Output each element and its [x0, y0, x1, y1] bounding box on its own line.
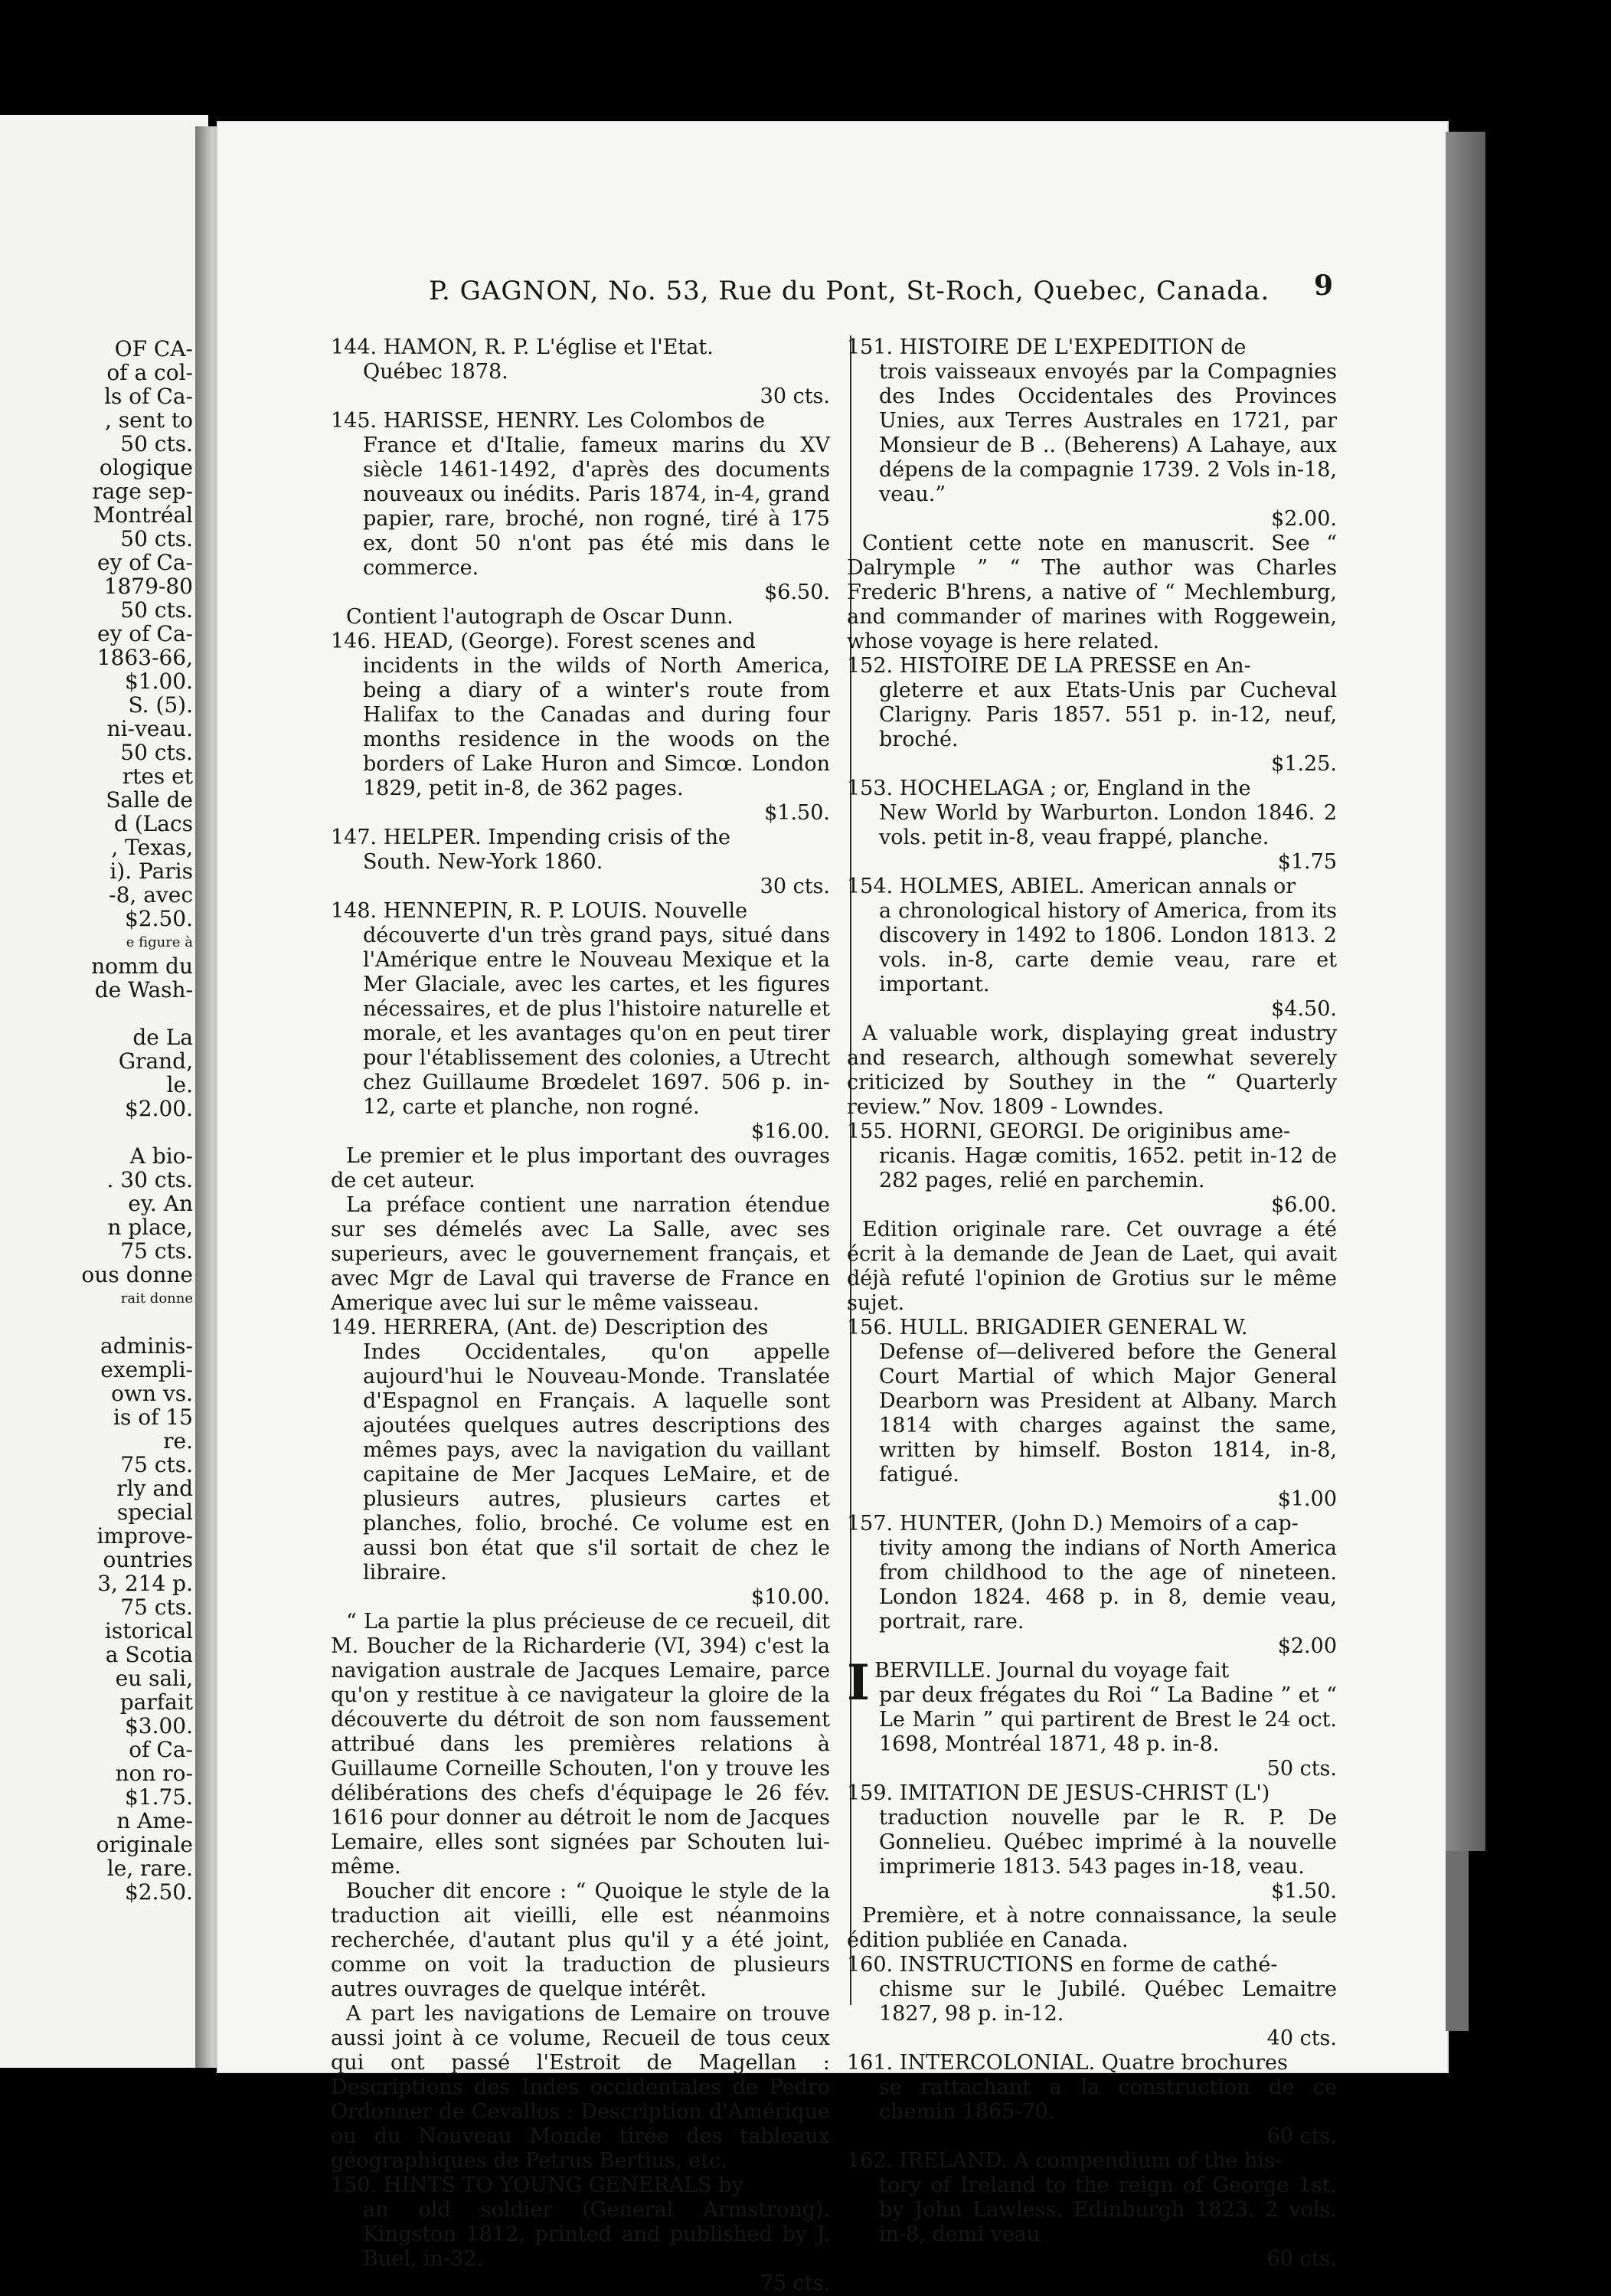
- left-fragment: 75 cts.: [120, 1595, 193, 1619]
- left-fragment: A bio-: [129, 1144, 193, 1168]
- entry-heading: 155. HORNI, GEORGI. De originibus ame-: [847, 1120, 1291, 1143]
- entry-body: Québec 1878.: [363, 360, 508, 384]
- left-fragment: [17, 1310, 193, 1334]
- left-fragment: $1.00.: [124, 669, 193, 693]
- left-fragment: rait donne: [120, 1290, 193, 1307]
- left-fragment: $1.75.: [124, 1785, 193, 1809]
- left-fragment: S. (5).: [128, 693, 193, 717]
- left-fragment: 50 cts.: [120, 432, 193, 456]
- left-fragment: [17, 1002, 193, 1025]
- entry-heading: 157. HUNTER, (John D.) Memoirs of a cap-: [847, 1512, 1299, 1536]
- entry-price: $6.00.: [1271, 1193, 1337, 1217]
- entry-heading: 146. HEAD, (George). Forest scenes and: [331, 630, 756, 653]
- page-edge-lower: [1446, 1851, 1469, 2031]
- entry-price: $1.50.: [764, 801, 830, 825]
- entry-heading: 156. HULL. BRIGADIER GENERAL W.: [847, 1316, 1248, 1339]
- entry-body: gleterre et aux Etats-Unis par Cucheval Clarigny. Paris 1857. 551 p. in-12, neuf, broché.: [879, 679, 1337, 751]
- left-fragment: 1879-80: [103, 574, 193, 598]
- entry-price: $6.50.: [764, 581, 830, 604]
- entry-body: Defense of—delivered before the General Court Martial of which Major General Dearborn was President at Albany. March 1814 with charges against the same, written by himself. Boston 1814, in-8, fatigué.: [879, 1340, 1337, 1487]
- entry-price: $10.00.: [750, 1585, 830, 1609]
- entry-body: traduction nouvelle par le R. P. De Gonnelieu. Québec imprimé à la nouvelle imprimerie 1813. 543 pages in-18, veau.: [879, 1806, 1337, 1879]
- entry-price: $1.75: [1277, 850, 1337, 874]
- left-fragment: ls of Ca-: [104, 384, 193, 408]
- left-fragment: rly and: [116, 1477, 193, 1500]
- left-fragment: n place,: [107, 1215, 193, 1239]
- entry-heading: 154. HOLMES, ABIEL. American annals or: [847, 875, 1296, 898]
- entry-price: 40 cts.: [1266, 2026, 1337, 2050]
- left-fragment: $2.50.: [124, 907, 193, 931]
- entry-body: se rattachant a la construction de ce chemin 1865-70.: [879, 2075, 1337, 2124]
- left-fragment: -8, avec: [109, 883, 193, 907]
- left-fragment: nomm du: [91, 954, 193, 978]
- page-edge: [1446, 132, 1485, 1851]
- left-fragment: $2.50.: [124, 1880, 193, 1904]
- left-fragment: de Wash-: [94, 978, 193, 1002]
- entry-heading: 161. INTERCOLONIAL. Quatre brochures: [847, 2051, 1288, 2075]
- entry-heading: 147. HELPER. Impending crisis of the: [331, 826, 730, 849]
- entry-body: Indes Occidentales, qu'on appelle aujourd'hui le Nouveau-Monde. Translatée d'Espagnol en Français. A laquelle sont ajoutées quelques autres descriptions des mêmes pays, avec la navigation du vaillant capitaine de Mer Jacques LeMaire, et de plusieurs autres, plusieurs cartes et planches, folio, broché. Ce volume est en aussi bon état que s'il sortait de chez le libraire.: [363, 1340, 830, 1585]
- left-fragment: rage sep-: [92, 479, 193, 503]
- left-fragment: exempli-: [100, 1358, 193, 1382]
- page-number: 9: [1314, 270, 1334, 302]
- entry-note: Edition originale rare. Cet ouvrage a été écrit à la demande de Jean de Laet, qui avait déjà refuté l'opinion de Grotius sur le même sujet.: [847, 1218, 1337, 1315]
- entry-note: Boucher dit encore : “ Quoique le style de la traduction ait vieilli, elle est néanmoins recherchée, d'autant plus qu'il y a été joint, comme on voit la traduction de plusieurs autres ouvrages de quelque intérêt.: [331, 1879, 830, 2001]
- left-fragment: 75 cts.: [120, 1453, 193, 1477]
- left-fragment: re.: [163, 1429, 193, 1453]
- entry-heading: 153. HOCHELAGA ; or, England in the: [847, 777, 1251, 800]
- left-fragment: 3, 214 p.: [97, 1572, 193, 1595]
- left-fragment: , Texas,: [111, 836, 193, 859]
- left-fragment: ni-veau.: [106, 717, 193, 741]
- entry-body: par deux frégates du Roi “ La Badine ” et “ Le Marin ” qui partirent de Brest le 24 oct. 1698, Montréal 1871, 48 p. in-8.: [879, 1683, 1337, 1756]
- entry-price: 60 cts.: [1266, 2247, 1337, 2271]
- entry-body: an old soldier (General Armstrong). Kingston 1812, printed and published by J. Buel, in-32.: [363, 2198, 830, 2271]
- catalog-entry: [847, 2051, 1337, 2149]
- catalog-entry: [331, 335, 830, 409]
- entry-heading: 148. HENNEPIN, R. P. LOUIS. Nouvelle: [331, 899, 748, 923]
- left-fragment: of Ca-: [129, 1738, 193, 1761]
- left-fragment: 75 cts.: [120, 1239, 193, 1263]
- left-fragment: special: [116, 1500, 193, 1524]
- catalog-entry: [847, 2149, 1337, 2271]
- catalog-entry: [331, 630, 830, 826]
- entry-price: $2.00.: [1271, 507, 1337, 531]
- left-fragment: 50 cts.: [120, 527, 193, 551]
- left-fragment: . 30 cts.: [106, 1168, 193, 1192]
- catalog-entry: [331, 1316, 830, 2173]
- left-fragment: non ro-: [115, 1761, 193, 1785]
- entry-note: Le premier et le plus important des ouvrages de cet auteur.: [331, 1144, 830, 1192]
- left-fragment: ous donne: [81, 1263, 193, 1287]
- left-fragment: istorical: [104, 1619, 193, 1643]
- left-fragment: improve-: [96, 1524, 193, 1548]
- left-fragment: ountries: [103, 1548, 193, 1572]
- entry-body: tory of Ireland to the reign of George 1st. by John Lawless. Edinburgh 1823. 2 vols. in-8, demi veau: [879, 2173, 1337, 2246]
- entry-note: La préface contient une narration étendue sur ses démelés avec La Salle, avec ses superieurs, avec le gouvernement français, et avec Mgr de Laval qui traverse de France en Amerique avec lui sur le même vaisseau.: [331, 1193, 830, 1315]
- catalog-entry: [331, 899, 830, 1316]
- entry-heading: 151. HISTOIRE DE L'EXPEDITION de: [847, 335, 1247, 359]
- left-fragment: n Ame-: [116, 1809, 193, 1833]
- left-fragment: originale: [96, 1833, 193, 1856]
- catalog-entry: [331, 826, 830, 899]
- left-fragment: Montréal: [93, 503, 193, 527]
- entry-heading: 162. IRELAND. A compendium of the his-: [847, 2149, 1283, 2173]
- entry-note: A part les navigations de Lemaire on trouve aussi joint à ce volume, Recueil de tous ceux qui ont passé l'Estroit de Magellan : Descriptions des Indes occidentales de Pedro Ordonner de Cevallos : Description d'Amérique ou du Nouveau Monde tirée des tableaux géographiques de Petrus Bertius, etc.: [331, 2002, 830, 2173]
- entry-note: Première, et à notre connaissance, la seule édition publiée en Canada.: [847, 1904, 1337, 1952]
- left-fragment: ey of Ca-: [97, 622, 193, 646]
- entry-heading: 160. INSTRUCTIONS en forme de cathé-: [847, 1953, 1278, 1977]
- entry-price: $16.00.: [750, 1120, 830, 1143]
- left-page: [0, 115, 208, 2068]
- entry-price: $4.50.: [1271, 997, 1337, 1021]
- catalog-entry: [847, 654, 1337, 777]
- right-column: [847, 335, 1337, 2271]
- entry-heading: 145. HARISSE, HENRY. Les Colombos de: [331, 409, 766, 433]
- drop-cap: I: [847, 1654, 870, 1712]
- left-fragment: de La: [132, 1025, 193, 1049]
- entry-heading: 149. HERRERA, (Ant. de) Description des: [331, 1316, 769, 1339]
- entry-body: France et d'Italie, fameux marins du XV siècle 1461-1492, d'après des documents nouveaux ou inédits. Paris 1874, in-4, grand papier, rare, broché, non rogné, tiré à 175 ex, dont 50 n'ont pas été mis dans le commerce.: [363, 433, 830, 580]
- catalog-entry: [331, 409, 830, 630]
- entry-price: 60 cts.: [1266, 2124, 1337, 2148]
- catalog-entry: [847, 1781, 1337, 1953]
- catalog-entry: [847, 1512, 1337, 1659]
- left-fragment: ologique: [99, 456, 193, 479]
- left-fragment: 1863-66,: [96, 646, 193, 669]
- entry-price: $1.25.: [1271, 752, 1337, 776]
- left-fragment: $3.00.: [124, 1714, 193, 1738]
- left-fragment: ey. An: [128, 1192, 193, 1215]
- catalog-entry: [847, 777, 1337, 875]
- left-fragment: of a col-: [106, 361, 193, 384]
- entry-note: Contient l'autograph de Oscar Dunn.: [346, 605, 734, 629]
- left-fragment: parfait: [119, 1690, 193, 1714]
- entry-price: $1.00: [1277, 1487, 1337, 1511]
- left-fragment: Salle de: [106, 788, 193, 812]
- entry-note: “ La partie la plus précieuse de ce recueil, dit M. Boucher de la Richarderie (VI, 394) c'est la navigation australe de Jacques Lemaire, parce qu'on y restitue à ce navigateur la gloire de la découverte du détroit de son nom faussement attribué dans les premières relations à Guillaume Corneille Schouten, l'on y trouve les délibérations des chefs d'équipage le 26 fév. 1616 pour donner au détroit le nom de Jacques Lemaire, elles sont signées par Schouten lui-même.: [331, 1610, 830, 1879]
- entry-body: incidents in the wilds of North America, being a diary of a winter's route from Halifax to the Canadas and during four months residence in the woods on the borders of Lake Huron and Simcœ. London 1829, petit in-8, de 362 pages.: [363, 654, 830, 800]
- left-fragment: le.: [166, 1073, 193, 1097]
- left-page-fragments: [17, 337, 193, 1904]
- entry-heading: 152. HISTOIRE DE LA PRESSE en An-: [847, 654, 1251, 678]
- entry-body: a chronological history of America, from its discovery in 1492 to 1806. London 1813. 2 vols. in-8, carte demie veau, rare et important.: [879, 899, 1337, 996]
- entry-heading: 150. HINTS TO YOUNG GENERALS by: [331, 2173, 743, 2197]
- entry-price: 50 cts.: [1266, 1757, 1337, 1781]
- entry-body: South. New-York 1860.: [363, 850, 603, 874]
- left-fragment: is of 15: [113, 1405, 193, 1429]
- left-column: [331, 335, 830, 2296]
- catalog-entry: [847, 1953, 1337, 2051]
- catalog-entry: [847, 875, 1337, 1120]
- entry-body: trois vaisseaux envoyés par la Compagnies des Indes Occidentales des Provinces Unies, aux Terres Australes en 1721, par Monsieur de B .. (Beherens) A Lahaye, aux dépens de la compagnie 1739. 2 Vols in-18, veau.”: [879, 360, 1337, 506]
- left-fragment: adminis-: [100, 1334, 193, 1358]
- entry-body: tivity among the indians of North America from childhood to the age of nineteen. London 1824. 468 p. in 8, demie veau, portrait, rare.: [879, 1536, 1337, 1634]
- entry-price: 30 cts.: [760, 384, 830, 408]
- left-fragment: e figure à: [126, 934, 193, 950]
- catalog-entry: [847, 1316, 1337, 1512]
- catalog-entry: [847, 1654, 1337, 1781]
- entry-heading: 144. HAMON, R. P. L'église et l'Etat.: [331, 335, 714, 359]
- entry-body: découverte d'un très grand pays, situé dans l'Amérique entre le Nouveau Mexique et la Mer Glaciale, avec les cartes, et les figures nécessaires, et de plus l'histoire naturelle et morale, et les avantages qu'on en peut tirer pour l'établissement des colonies, a Utrecht chez Guillaume Brœdelet 1697. 506 p. in-12, carte et planche, non rogné.: [363, 924, 830, 1119]
- entry-heading: BERVILLE. Journal du voyage fait: [874, 1659, 1230, 1683]
- entry-price: 30 cts.: [760, 875, 830, 898]
- left-fragment: Grand,: [118, 1049, 193, 1073]
- running-head: P. GAGNON, No. 53, Rue du Pont, St-Roch, Quebec, Canada.: [429, 276, 1270, 306]
- left-fragment: 50 cts.: [120, 741, 193, 764]
- entry-note: A valuable work, displaying great industry and research, although somewhat severely criticized by Southey in the “ Quarterly review.” Nov. 1809 - Lowndes.: [847, 1022, 1337, 1119]
- left-fragment: ey of Ca-: [97, 551, 193, 574]
- entry-body: New World by Warburton. London 1846. 2 vols. petit in-8, veau frappé, planche.: [879, 801, 1337, 849]
- left-fragment: [17, 1120, 193, 1144]
- entry-body: chisme sur le Jubilé. Québec Lemaitre 1827, 98 p. in-12.: [879, 1977, 1337, 2026]
- entry-price: 75 cts.: [760, 2271, 830, 2295]
- left-fragment: eu sali,: [115, 1666, 193, 1690]
- entry-heading: 159. IMITATION DE JESUS-CHRIST (L'): [847, 1781, 1270, 1805]
- left-fragment: le, rare.: [106, 1856, 193, 1880]
- left-fragment: a Scotia: [105, 1643, 193, 1666]
- left-fragment: 50 cts.: [120, 598, 193, 622]
- entry-price: $1.50.: [1271, 1879, 1337, 1903]
- left-fragment: own vs.: [111, 1382, 193, 1405]
- left-fragment: OF CA-: [114, 337, 193, 361]
- entry-price: $2.00: [1277, 1634, 1337, 1658]
- left-fragment: i). Paris: [109, 859, 193, 883]
- catalog-entry: [847, 335, 1337, 654]
- left-fragment: $2.00.: [124, 1097, 193, 1120]
- left-fragment: rtes et: [122, 764, 193, 788]
- entry-body: ricanis. Hagæ comitis, 1652. petit in-12 de 282 pages, relié en parchemin.: [879, 1144, 1337, 1192]
- left-fragment: d (Lacs: [113, 812, 193, 836]
- entry-note: Contient cette note en manuscrit. See “ Dalrymple ” “ The author was Charles Frederic B'hrens, a native of “ Mechlemburg, and commander of marines with Roggewein, whose voyage is here related.: [847, 531, 1337, 653]
- left-fragment: , sent to: [104, 408, 193, 432]
- catalog-entry: [331, 2173, 830, 2296]
- catalog-entry: [847, 1120, 1337, 1316]
